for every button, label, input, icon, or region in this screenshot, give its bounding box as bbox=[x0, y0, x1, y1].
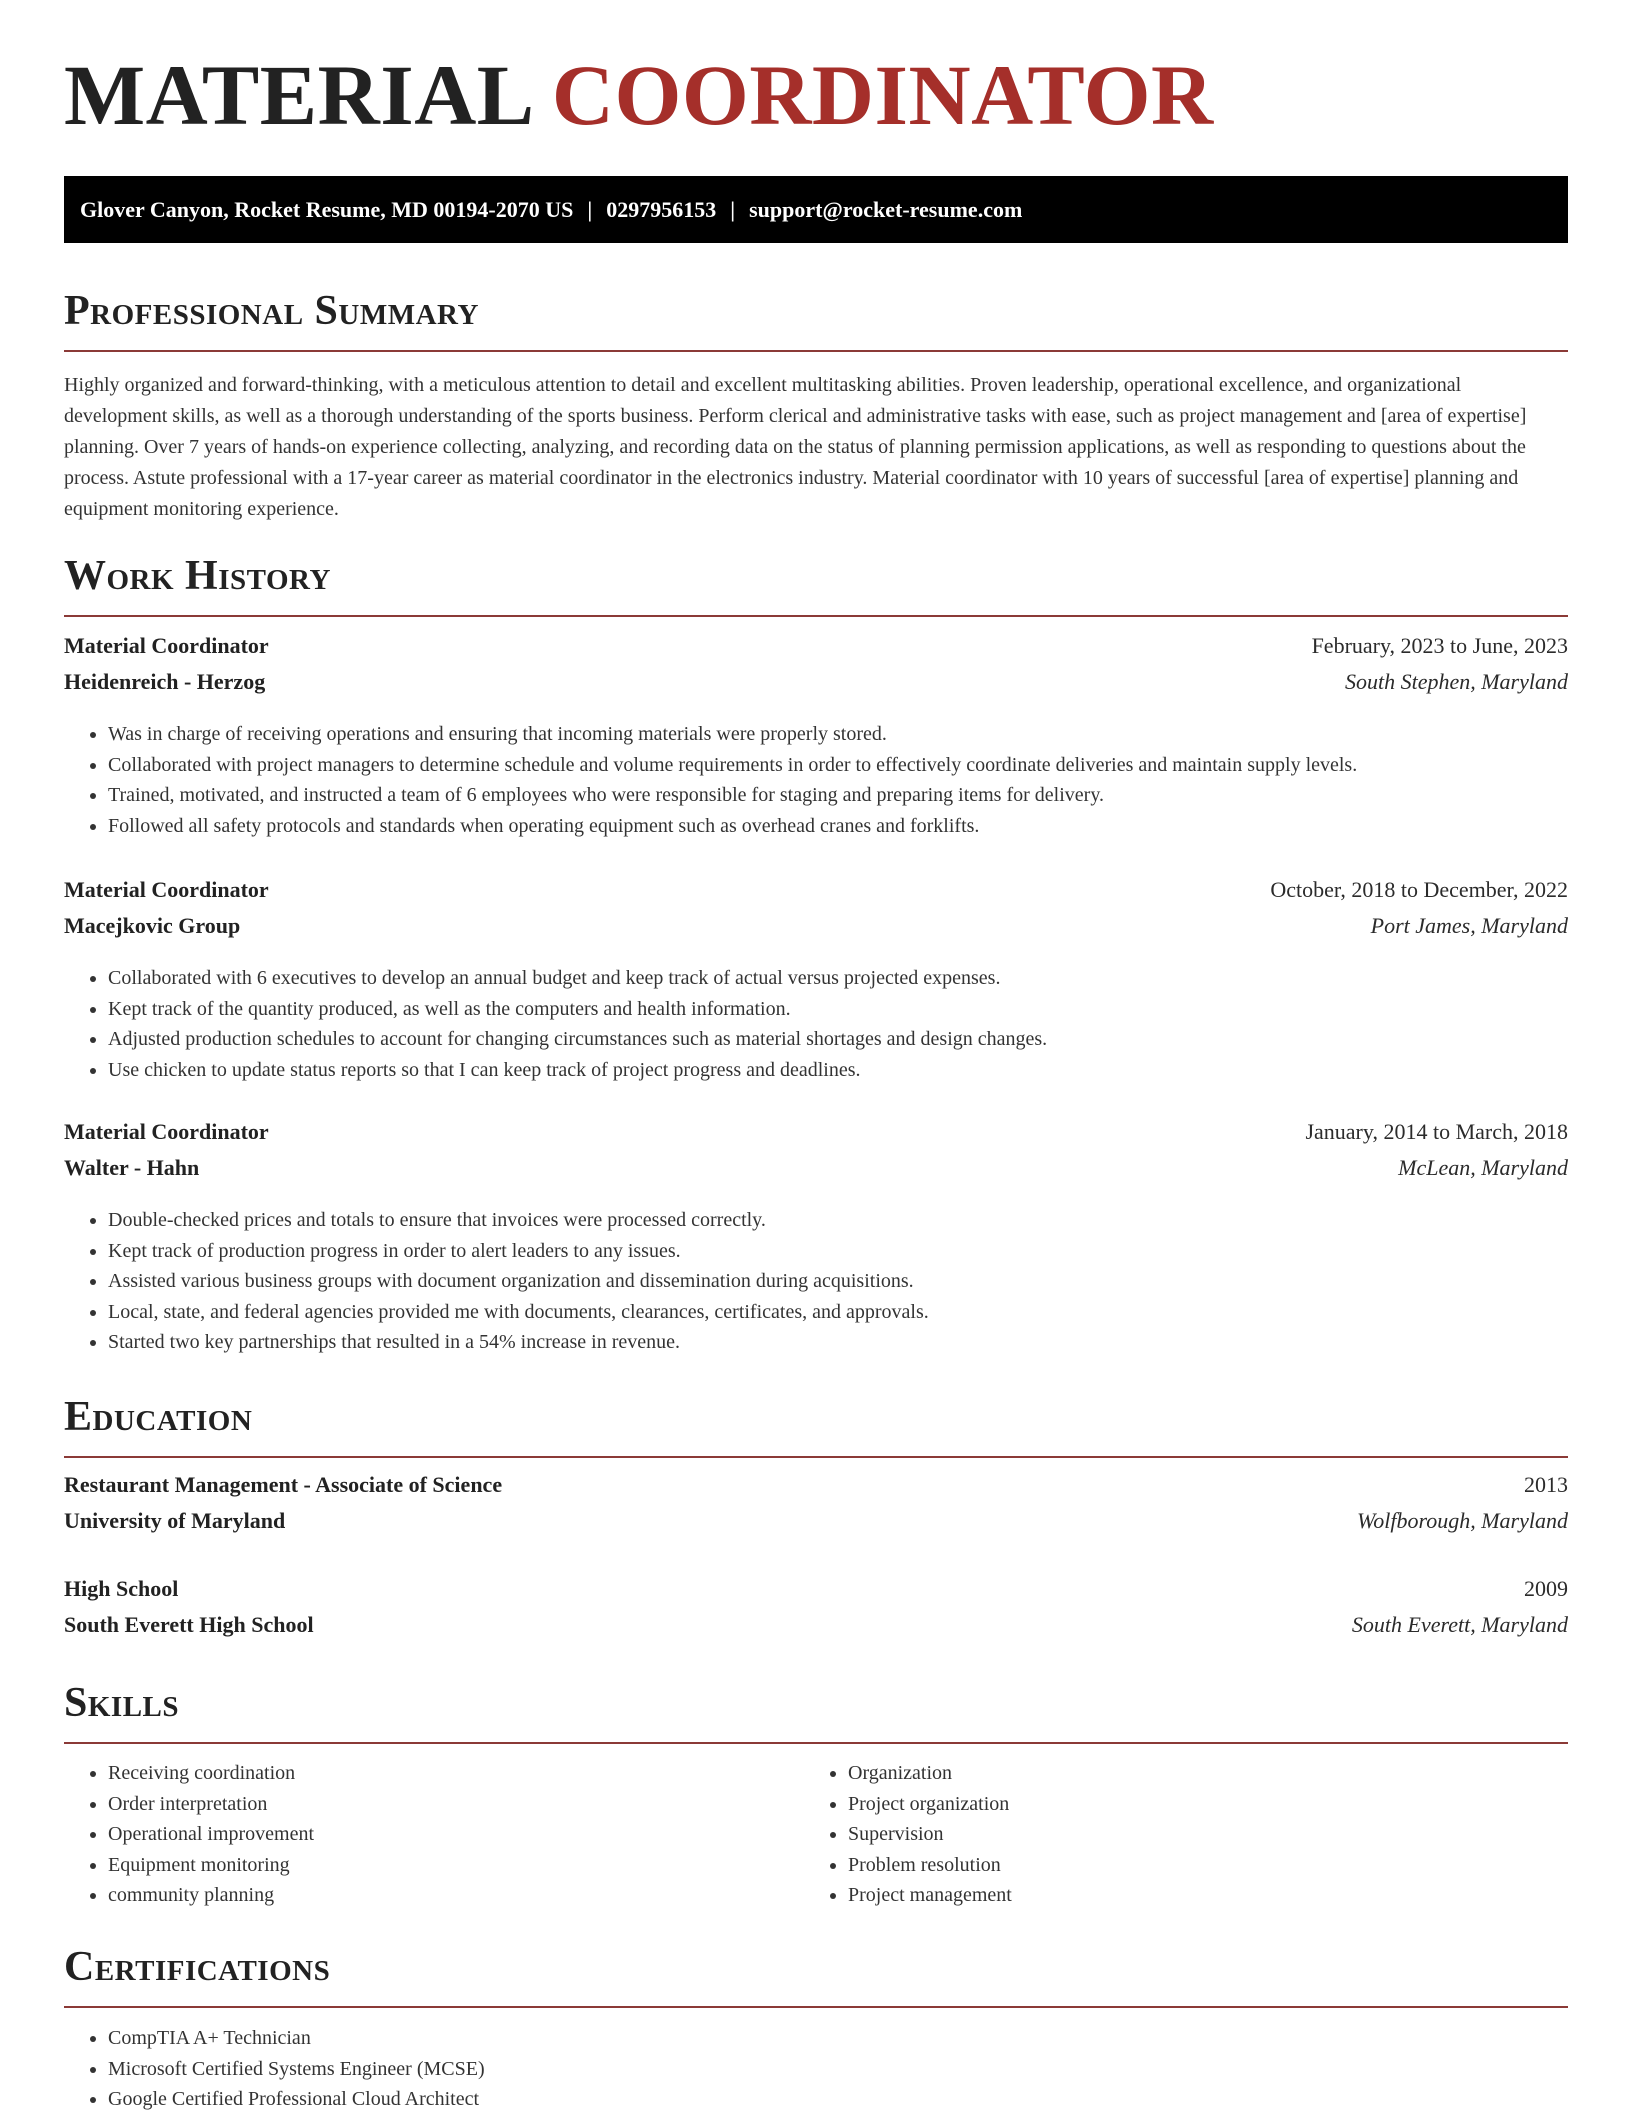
job-company: Macejkovic Group bbox=[64, 913, 241, 938]
job-bullets bbox=[64, 1205, 1568, 1358]
job-title: Material Coordinator bbox=[64, 633, 269, 658]
skills-column-left bbox=[64, 1758, 804, 1911]
skill-item: • Organization bbox=[848, 1758, 1544, 1789]
education-year: 2009 bbox=[1524, 1576, 1568, 1601]
certifications-list bbox=[64, 2023, 1568, 2115]
section-header-work-history bbox=[64, 555, 1568, 617]
skill-item: • Problem resolution bbox=[848, 1850, 1544, 1881]
list-item: • Was in charge of receiving operations and ensuring that incoming materials were properly stored. bbox=[108, 719, 1568, 750]
skill-item: • Supervision bbox=[848, 1819, 1544, 1850]
contact-bar bbox=[64, 176, 1568, 243]
job-company-row bbox=[64, 913, 1568, 949]
skill-item: • Receiving coordination bbox=[108, 1758, 804, 1789]
job-dates: January, 2014 to March, 2018 bbox=[1305, 1119, 1568, 1144]
list-item: • Kept track of production progress in order to alert leaders to any issues. bbox=[108, 1236, 1568, 1267]
certification-item: • CompTIA A+ Technician bbox=[108, 2023, 1568, 2054]
contact-email: support@rocket-resume.com bbox=[749, 196, 1023, 222]
skills-list bbox=[64, 1758, 1568, 1911]
education-school: University of Maryland bbox=[64, 1508, 286, 1533]
contact-phone: 0297956153 bbox=[606, 196, 717, 222]
section-title: Work History bbox=[64, 553, 331, 599]
job-entry bbox=[64, 877, 1568, 1085]
summary-text: Highly organized and forward-thinking, with a meticulous attention to detail and excellent multitasking abilities. Proven leadership, operational excellence, and organizational development skills, as well as a thorough understanding of the sports business. Perform clerical and administrative tasks with ease, such as project management and [area of expertise] planning. Over 7 years of hands-on experience collecting, analyzing, and recording data on the status of planning permission applications, as well as responding to questions about the process. Astute professional with a 17-year career as material coordinator in the electronics industry. Material coordinator with 10 years of successful [area of expertise] planning and equipment monitoring experience. bbox=[64, 374, 1527, 520]
job-location: McLean, Maryland bbox=[1398, 1155, 1568, 1180]
list-item: • Local, state, and federal agencies provided me with documents, clearances, certificates, and approvals. bbox=[108, 1297, 1568, 1328]
education-entry bbox=[64, 1576, 1568, 1648]
section-header-education bbox=[64, 1396, 1568, 1458]
skill-item: • Order interpretation bbox=[108, 1789, 804, 1820]
job-title-row bbox=[64, 1119, 1568, 1155]
education-school-row bbox=[64, 1508, 1568, 1544]
section-title: Education bbox=[64, 1394, 253, 1440]
list-item: • Adjusted production schedules to account for changing circumstances such as material shortages and design changes. bbox=[108, 1024, 1568, 1055]
skill-item: • Project organization bbox=[848, 1789, 1544, 1820]
job-dates: February, 2023 to June, 2023 bbox=[1311, 633, 1568, 658]
skill-item: • Operational improvement bbox=[108, 1819, 804, 1850]
job-company-row bbox=[64, 1155, 1568, 1191]
list-item: • Trained, motivated, and instructed a team of 6 employees who were responsible for staging and preparing items for delivery. bbox=[108, 780, 1568, 811]
certification-item: • Google Certified Professional Cloud Architect bbox=[108, 2084, 1568, 2115]
title-part-2: COORDINATOR bbox=[551, 47, 1214, 143]
education-degree: High School bbox=[64, 1576, 179, 1601]
list-item: • Collaborated with project managers to determine schedule and volume requirements in order to effectively coordinate deliveries and maintain supply levels. bbox=[108, 750, 1568, 781]
education-location: Wolfborough, Maryland bbox=[1356, 1508, 1568, 1533]
job-entry bbox=[64, 1119, 1568, 1358]
skill-item: • community planning bbox=[108, 1880, 804, 1911]
section-header-certifications bbox=[64, 1946, 1568, 2008]
certification-item: • Microsoft Certified Systems Engineer (MCSE) bbox=[108, 2054, 1568, 2085]
education-entry bbox=[64, 1472, 1568, 1544]
job-title-row bbox=[64, 877, 1568, 913]
job-title-row bbox=[64, 633, 1568, 669]
job-dates: October, 2018 to December, 2022 bbox=[1270, 877, 1568, 902]
job-bullets bbox=[64, 963, 1568, 1085]
education-degree-row bbox=[64, 1576, 1568, 1612]
contact-separator: | bbox=[587, 196, 593, 222]
section-header-skills bbox=[64, 1682, 1568, 1744]
job-company: Walter - Hahn bbox=[64, 1155, 200, 1180]
skills-column-right bbox=[804, 1758, 1544, 1911]
job-company: Heidenreich - Herzog bbox=[64, 669, 266, 694]
section-header-summary bbox=[64, 290, 1568, 352]
resume-title bbox=[64, 47, 1214, 143]
contact-separator: | bbox=[730, 196, 736, 222]
list-item: • Collaborated with 6 executives to develop an annual budget and keep track of actual versus projected expenses. bbox=[108, 963, 1568, 994]
job-title: Material Coordinator bbox=[64, 1119, 269, 1144]
job-entry bbox=[64, 633, 1568, 841]
list-item: • Assisted various business groups with document organization and dissemination during acquisitions. bbox=[108, 1266, 1568, 1297]
education-school-row bbox=[64, 1612, 1568, 1648]
section-title: Professional Summary bbox=[64, 288, 479, 334]
list-item: • Followed all safety protocols and standards when operating equipment such as overhead cranes and forklifts. bbox=[108, 811, 1568, 842]
section-title: Skills bbox=[64, 1680, 180, 1726]
list-item: • Double-checked prices and totals to ensure that invoices were processed correctly. bbox=[108, 1205, 1568, 1236]
job-location: Port James, Maryland bbox=[1370, 913, 1568, 938]
education-location: South Everett, Maryland bbox=[1351, 1612, 1568, 1637]
section-title: Certifications bbox=[64, 1944, 331, 1990]
job-location: South Stephen, Maryland bbox=[1344, 669, 1568, 694]
list-item: • Kept track of the quantity produced, as well as the computers and health information. bbox=[108, 994, 1568, 1025]
skill-item: • Project management bbox=[848, 1880, 1544, 1911]
job-bullets bbox=[64, 719, 1568, 841]
list-item: • Started two key partnerships that resulted in a 54% increase in revenue. bbox=[108, 1327, 1568, 1358]
education-degree-row bbox=[64, 1472, 1568, 1508]
title-part-1: MATERIAL bbox=[64, 47, 530, 143]
job-title: Material Coordinator bbox=[64, 877, 269, 902]
education-year: 2013 bbox=[1524, 1472, 1568, 1497]
education-degree: Restaurant Management - Associate of Science bbox=[64, 1472, 503, 1497]
list-item: • Use chicken to update status reports so that I can keep track of project progress and deadlines. bbox=[108, 1055, 1568, 1086]
skill-item: • Equipment monitoring bbox=[108, 1850, 804, 1881]
education-school: South Everett High School bbox=[64, 1612, 314, 1637]
contact-address: Glover Canyon, Rocket Resume, MD 00194-2070 US bbox=[80, 196, 574, 222]
job-company-row bbox=[64, 669, 1568, 705]
